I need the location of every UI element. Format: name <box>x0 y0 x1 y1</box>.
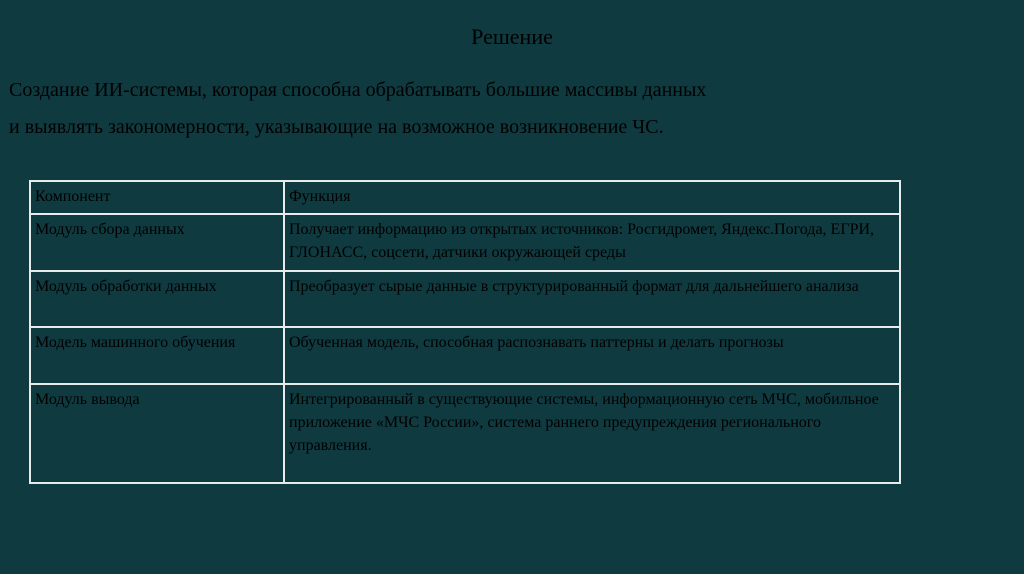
table-row <box>30 327 900 384</box>
header-function: Функция <box>284 181 900 214</box>
table-row <box>30 384 900 483</box>
components-table-container <box>29 180 899 484</box>
slide-title: Решение <box>471 24 553 49</box>
intro-line-2: и выявлять закономерности, указывающие на возможное возникновение ЧС. <box>9 116 664 138</box>
cell-component: Модуль обработки данных <box>30 271 284 327</box>
cell-function: Получает информацию из открытых источников: Росгидромет, Яндекс.Погода, ЕГРИ, ГЛОНАСС, соцсети, датчики окружающей среды <box>284 214 900 271</box>
cell-function: Интегрированный в существующие системы, информационную сеть МЧС, мобильное приложение «МЧС России», система раннего предупреждения регионального управления. <box>284 384 900 483</box>
table-row <box>30 271 900 327</box>
cell-function: Обученная модель, способная распознавать паттерны и делать прогнозы <box>284 327 900 384</box>
table-header-row <box>30 181 900 214</box>
cell-function: Преобразует сырые данные в структурированный формат для дальнейшего анализа <box>284 271 900 327</box>
cell-component: Модуль вывода <box>30 384 284 483</box>
cell-component: Модель машинного обучения <box>30 327 284 384</box>
components-table <box>29 180 901 484</box>
intro-text <box>9 72 999 146</box>
cell-component: Модуль сбора данных <box>30 214 284 271</box>
table-row <box>30 214 900 271</box>
header-component: Компонент <box>30 181 284 214</box>
intro-line-1: Создание ИИ-системы, которая способна обрабатывать большие массивы данных <box>9 79 707 101</box>
